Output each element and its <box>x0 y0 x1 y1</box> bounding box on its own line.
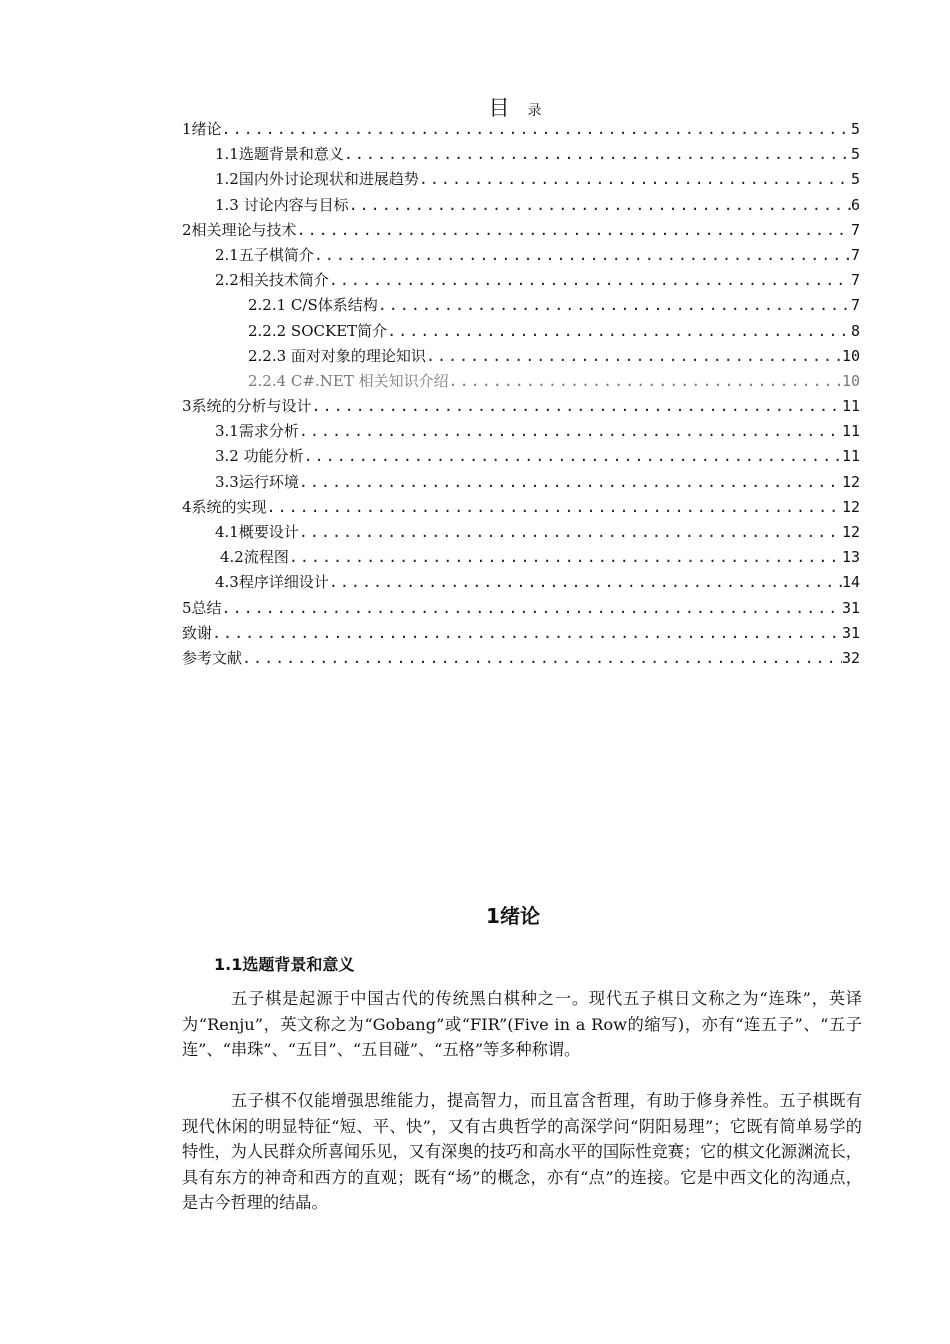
toc-entry[interactable] <box>182 521 860 546</box>
toc-entry-label: 3系统的分析与设计 <box>182 397 312 416</box>
toc-leader-dots <box>222 120 851 138</box>
toc-entry-label: 3.2 功能分析 <box>215 447 304 466</box>
toc-leader-dots <box>449 372 842 390</box>
toc-entry-page: 11 <box>841 447 860 466</box>
toc-leader-dots <box>299 473 842 491</box>
chapter-title: 1绪论 <box>486 904 540 928</box>
body-paragraph: 五子棋是起源于中国古代的传统黑白棋种之一。现代五子棋日文称之为“连珠”，英译为“Renju”，英文称之为“Gobang”或“FIR”(Five in a Row的缩写)，亦有“连五子”、“五子连”、“串珠”、“五目”、“五目碰”、“五格”等多种称谓。 <box>182 989 862 1059</box>
toc-leader-dots <box>419 170 851 188</box>
toc-entry-page: 13 <box>841 548 860 567</box>
section-title: 1.1选题背景和意义 <box>214 955 355 974</box>
toc-entry-label: 4系统的实现 <box>182 497 267 516</box>
toc-entry[interactable] <box>182 118 860 143</box>
toc-entry[interactable] <box>182 269 860 294</box>
toc-entry[interactable] <box>182 168 860 193</box>
toc-entry-page: 7 <box>850 220 860 239</box>
toc-entry-label: 参考文献 <box>182 648 243 667</box>
toc-entry-page: 8 <box>850 321 860 340</box>
toc-title-main: 目 <box>488 96 510 120</box>
toc-entry-page: 11 <box>841 397 860 416</box>
toc-entry[interactable] <box>182 420 860 445</box>
toc-entry-page: 7 <box>850 296 860 315</box>
toc-entry-page: 12 <box>841 472 860 491</box>
toc-entry-label: 4.1概要设计 <box>215 523 299 541</box>
toc-entry[interactable] <box>182 546 860 571</box>
toc-leader-dots <box>344 145 851 163</box>
toc-leader-dots <box>222 599 842 617</box>
toc-entry-page: 11 <box>841 422 860 441</box>
toc-entry-label: 3.3运行环境 <box>215 472 299 491</box>
table-of-contents <box>182 118 860 672</box>
toc-entry-page: 5 <box>850 170 860 189</box>
toc-entry-page: 32 <box>841 648 860 667</box>
body-paragraph-block <box>182 986 862 1063</box>
toc-entry[interactable] <box>182 445 860 470</box>
toc-entry-label: 2.2.3 面对对象的理论知识 <box>248 346 426 365</box>
toc-entry[interactable] <box>182 496 860 521</box>
toc-leader-dots <box>212 624 842 642</box>
toc-entry[interactable] <box>182 294 860 319</box>
toc-entry-label: 4.3程序详细设计 <box>215 573 329 592</box>
toc-leader-dots <box>378 296 851 314</box>
toc-entry-label: 3.1需求分析 <box>215 422 299 441</box>
toc-entry[interactable] <box>182 647 860 672</box>
toc-entry[interactable] <box>182 244 860 269</box>
toc-entry-label: 2.2相关技术简介 <box>215 271 329 290</box>
toc-entry-page: 12 <box>841 497 860 516</box>
toc-entry-page: 14 <box>841 573 860 592</box>
toc-entry-page: 10 <box>841 346 860 365</box>
toc-entry-label: 致谢 <box>182 623 213 642</box>
toc-entry-page: 6 <box>850 195 860 214</box>
toc-entry[interactable] <box>182 370 860 395</box>
toc-leader-dots <box>312 397 842 415</box>
toc-entry[interactable] <box>182 320 860 345</box>
toc-entry-label: 5总结 <box>182 598 222 617</box>
toc-entry-label: 2.2.4 C#.NET 相关知识介绍 <box>248 371 449 390</box>
toc-entry-page: 7 <box>850 245 860 264</box>
toc-entry-label: 2.2.1 C/S体系结构 <box>248 296 378 315</box>
toc-title-rest: 录 <box>527 103 542 119</box>
toc-entry[interactable] <box>182 194 860 219</box>
toc-leader-dots <box>349 196 851 214</box>
toc-entry-label: 1.2国内外讨论现状和进展趋势 <box>215 170 419 189</box>
toc-entry[interactable] <box>182 143 860 168</box>
toc-entry-page: 31 <box>841 598 860 617</box>
toc-entry[interactable] <box>182 622 860 647</box>
toc-entry-label: 4.2流程图 <box>220 548 289 567</box>
toc-entry-page: 31 <box>841 623 860 642</box>
toc-entry-label: 1.3 讨论内容与目标 <box>215 195 349 214</box>
toc-leader-dots <box>329 271 851 289</box>
toc-leader-dots <box>299 422 842 440</box>
body-paragraph: 五子棋不仅能增强思维能力，提高智力，而且富含哲理，有助于修身养性。五子棋既有现代休闲的明显特征“短、平、快”，又有古典哲学的高深学问“阴阳易理”；它既有简单易学的特性，为人民群众所喜闻乐见，又有深奥的技巧和高水平的国际性竞赛；它的棋文化源渊流长，具有东方的神奇和西方的直观；既有“场”的概念，亦有“点”的连接。它是中西文化的沟通点，是古今哲理的结晶。 <box>182 1091 862 1212</box>
toc-leader-dots <box>329 573 842 591</box>
toc-entry-page: 5 <box>850 145 860 164</box>
toc-leader-dots <box>289 548 842 566</box>
toc-entry[interactable] <box>182 597 860 622</box>
body-paragraph-block <box>182 1088 862 1216</box>
toc-entry[interactable] <box>182 571 860 596</box>
toc-entry-label: 1绪论 <box>182 120 222 138</box>
toc-leader-dots <box>267 498 842 516</box>
toc-entry[interactable] <box>182 395 860 420</box>
toc-entry-label: 1.1选题背景和意义 <box>215 145 344 164</box>
toc-leader-dots <box>387 322 851 340</box>
toc-leader-dots <box>242 649 842 667</box>
toc-entry[interactable] <box>182 471 860 496</box>
toc-entry-label: 2.1五子棋简介 <box>215 245 314 264</box>
toc-leader-dots <box>304 447 842 465</box>
toc-leader-dots <box>314 246 851 264</box>
toc-entry[interactable] <box>182 345 860 370</box>
toc-entry-label: 2相关理论与技术 <box>182 220 297 239</box>
toc-leader-dots <box>299 523 842 541</box>
toc-entry-page: 10 <box>841 371 860 390</box>
toc-entry[interactable] <box>182 219 860 244</box>
toc-entry-page: 12 <box>841 523 860 541</box>
toc-entry-page: 7 <box>850 271 860 290</box>
toc-entry-page: 5 <box>850 120 860 138</box>
toc-leader-dots <box>426 347 842 365</box>
toc-leader-dots <box>297 221 851 239</box>
toc-entry-label: 2.2.2 SOCKET简介 <box>248 321 388 340</box>
